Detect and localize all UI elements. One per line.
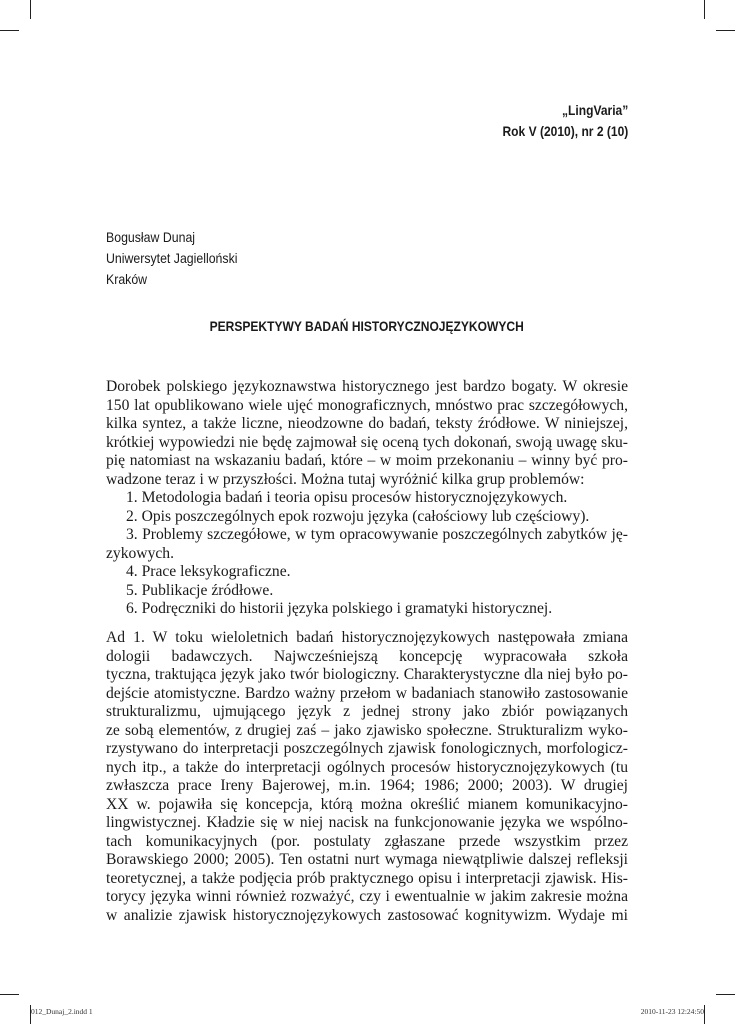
author-city: Kraków <box>106 271 148 287</box>
crop-mark-top-right-vertical <box>704 0 705 19</box>
text-line: XX w. pojawiła się koncepcja, którą można określić mianem komunikacyjno- <box>106 795 628 813</box>
list-item: 6. Podręczniki do historii języka polskiego i gramatyki historycznej. <box>126 600 553 617</box>
journal-issue: Rok V (2010), nr 2 (10) <box>502 123 628 139</box>
footer-timestamp: 2010-11-23 12:24:50 <box>640 1007 704 1016</box>
text-line: dologii badawczych. Najwcześniejszą koncepcję wypracowała szkoła <box>106 647 628 665</box>
text-line: pię natomiast na wskazaniu badań, które – w moim przekonaniu – winny być pro- <box>106 452 628 469</box>
list-item: 5. Publikacje źródłowe. <box>126 581 274 599</box>
crop-mark-bottom-right-horizontal <box>716 994 735 995</box>
author-affiliation: Uniwersytet Jagielloński <box>106 250 238 266</box>
text-line: teoretycznej, a także podjęcia prób praktycznego opisu i interpretacji zjawisk. His- <box>106 869 628 887</box>
text-line: Borawskiego 2000; 2005). Ten ostatni nurt wymaga niewątpliwie dalszej refleksji <box>106 851 628 868</box>
text-line: tyczna, traktująca język jako twór biologiczny. Charakterystyczne dla niej było po- <box>106 666 628 683</box>
intro-paragraph <box>106 378 628 619</box>
list-item-continuation: zykowych. <box>106 544 174 562</box>
text-line: w analizie zjawisk historycznojęzykowych zastosować kognitywizm. Wydaje mi <box>106 906 628 924</box>
text-line: wadzone teraz i w przyszłości. Można tutaj wyróżnić kilka grup problemów: <box>106 470 585 488</box>
text-line: nych itp., a także do interpretacji ogólnych procesów historycznojęzykowych (tu <box>106 758 628 776</box>
text-line: dejście atomistyczne. Bardzo ważny przełom w badaniach stanowiło zastosowanie <box>106 684 628 702</box>
list-item: 2. Opis poszczególnych epok rozwoju języka (całościowy lub częściowy). <box>126 507 590 525</box>
text-line: ze sobą elementów, z drugiej zaś – jako zjawisko społeczne. Strukturalizm wyko- <box>106 721 628 739</box>
list-item: 1. Metodologia badań i teoria opisu procesów historycznojęzykowych. <box>126 489 568 506</box>
article-title-text: PERSPEKTYWY BADAŃ HISTORYCZNOJĘZYKOWYCH <box>209 318 525 334</box>
text-line: Ad 1. W toku wieloletnich badań historycznojęzykowych następowała zmiana <box>106 629 628 646</box>
text-line: zwłaszcza prace Ireny Bajerowej, m.in. 1964; 1986; 2000; 2003). W drugiej <box>106 777 628 794</box>
journal-header <box>502 100 628 142</box>
crop-mark-bottom-left-horizontal <box>0 994 19 995</box>
journal-name: „LingVaria” <box>561 102 628 118</box>
list-item: 3. Problemy szczegółowe, w tym opracowywanie poszczególnych zabytków ję- <box>126 526 628 543</box>
article-title <box>106 317 628 335</box>
text-line: strukturalizmu, ujmującego język z jednej strony jako zbiór powiązanych <box>106 703 628 720</box>
author-name: Bogusław Dunaj <box>106 229 196 245</box>
text-line: torycy języka winni również rozważyć, czy i ewentualnie w jakim zakresie można <box>106 888 628 905</box>
crop-mark-top-right-horizontal <box>716 30 735 31</box>
text-line: rzystywano do interpretacji poszczególnych zjawisk fonologicznych, morfologicz- <box>106 740 628 757</box>
text-line: kilka syntez, a także liczne, nieodzowne do badań, teksty źródłowe. W niniejszej, <box>106 415 628 432</box>
text-line: krótkiej wypowiedzi nie będę zajmował się oceną tych dokonań, swoją uwagę sku- <box>106 433 628 451</box>
text-line: tach komunikacyjnych (por. postulaty zgłaszane przede wszystkim przez <box>106 832 628 850</box>
text-line: Dorobek polskiego językoznawstwa historycznego jest bardzo bogaty. W okresie <box>106 378 628 395</box>
crop-mark-bottom-right-vertical <box>704 1005 705 1024</box>
ad1-paragraph <box>106 629 628 925</box>
text-line: 150 lat opublikowano wiele ujęć monograficznych, mnóstwo prac szczegółowych, <box>106 396 628 414</box>
text-line: lingwistycznej. Kładzie się w niej nacisk na funkcjonowanie języka we wspólno- <box>106 814 628 831</box>
crop-mark-top-left-horizontal <box>0 30 19 31</box>
list-item: 4. Prace leksykograficzne. <box>126 563 291 580</box>
crop-mark-top-left-vertical <box>30 0 31 19</box>
footer-filename: 012_Dunaj_2.indd 1 <box>31 1007 93 1016</box>
author-block <box>106 227 237 290</box>
